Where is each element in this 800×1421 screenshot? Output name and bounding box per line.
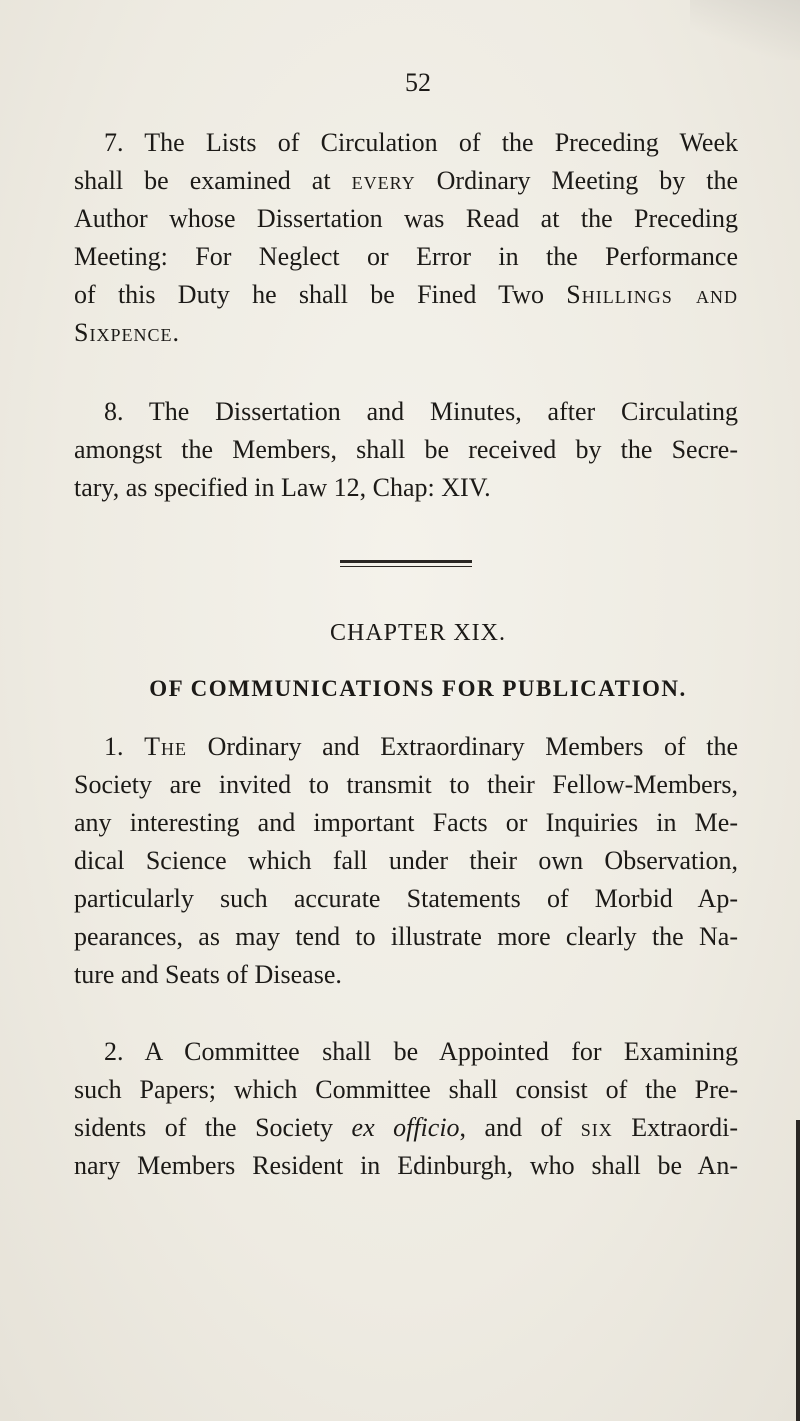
law-2-paragraph bbox=[74, 1033, 738, 1185]
law-7-line-5a: of this Duty he shall be Fined Two bbox=[74, 280, 544, 309]
law-1-line-1-text: Ordinary and Extraordinary Members of the bbox=[207, 732, 739, 761]
law-7-line-2b: Ordinary Meeting by the bbox=[436, 166, 739, 195]
law-7-line-4: Meeting: For Neglect or Error in the Performance bbox=[74, 242, 738, 271]
divider-thin-line bbox=[340, 566, 472, 567]
law-7-line-5 bbox=[74, 276, 738, 314]
law-7-line-2a: shall be examined at bbox=[74, 166, 331, 195]
section-divider-rule bbox=[340, 560, 472, 567]
law-1-paragraph bbox=[74, 728, 738, 994]
law-7-paragraph bbox=[74, 124, 738, 352]
law-1-the: The bbox=[144, 732, 187, 761]
law-1-line-2: Society are invited to transmit to their Fellow-Members, bbox=[74, 770, 738, 799]
law-7-line-6: Sixpence. bbox=[74, 318, 180, 347]
divider-thick-line bbox=[340, 560, 472, 563]
law-7-every: every bbox=[351, 166, 416, 195]
law-2-line-3a: sidents of the Society bbox=[74, 1113, 334, 1142]
law-8-line-1: 8. The Dissertation and Minutes, after Circulating bbox=[104, 397, 738, 426]
page-corner-shadow bbox=[690, 0, 800, 60]
law-2-line-3b: , and of bbox=[459, 1113, 563, 1142]
law-7-shillings: Shillings and bbox=[566, 280, 738, 309]
law-2-line-3c: Extraordi- bbox=[631, 1113, 739, 1142]
law-8-line-2: amongst the Members, shall be received by the Secre- bbox=[74, 435, 738, 464]
law-8-paragraph bbox=[74, 393, 738, 507]
law-1-line-6: pearances, as may tend to illustrate more clearly the Na- bbox=[74, 922, 738, 951]
law-1-line-4: dical Science which fall under their own Observation, bbox=[74, 846, 738, 875]
law-2-line-2: such Papers; which Committee shall consist of the Pre- bbox=[74, 1075, 738, 1104]
chapter-title: CHAPTER XIX. bbox=[329, 620, 506, 646]
law-2-line-1: 2. A Committee shall be Appointed for Examining bbox=[104, 1037, 738, 1066]
law-1-number: 1. bbox=[104, 732, 124, 761]
law-2-six: six bbox=[580, 1113, 613, 1142]
law-2-ex-officio: ex officio bbox=[351, 1113, 460, 1142]
law-7-line-3: Author whose Dissertation was Read at the Preceding bbox=[74, 204, 738, 233]
page-edge-shadow bbox=[796, 1120, 800, 1421]
law-1-line-7: ture and Seats of Disease. bbox=[74, 960, 342, 989]
law-7-line-2 bbox=[74, 162, 738, 200]
law-1-line-5: particularly such accurate Statements of Morbid Ap- bbox=[74, 884, 738, 913]
law-8-line-3: tary, as specified in Law 12, Chap: XIV. bbox=[74, 473, 491, 502]
law-7-line-1: 7. The Lists of Circulation of the Preceding Week bbox=[104, 128, 738, 157]
law-2-line-4: nary Members Resident in Edinburgh, who shall be An- bbox=[74, 1151, 738, 1180]
law-1-line-1 bbox=[74, 728, 738, 766]
chapter-subtitle: OF COMMUNICATIONS FOR PUBLICATION. bbox=[149, 676, 687, 701]
page-number: 52 bbox=[405, 68, 431, 97]
law-1-line-3: any interesting and important Facts or Inquiries in Me- bbox=[74, 808, 738, 837]
law-2-line-3 bbox=[74, 1109, 738, 1147]
